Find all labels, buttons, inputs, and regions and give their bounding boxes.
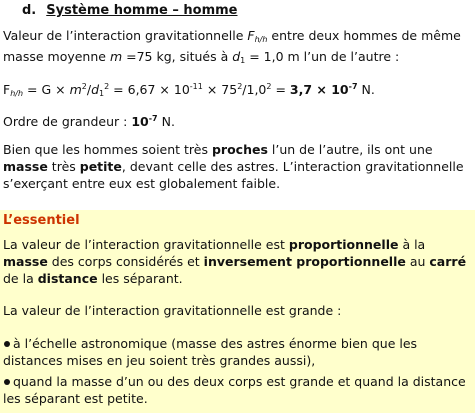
unit: N. — [357, 82, 375, 97]
bold-text: petite — [79, 159, 122, 174]
text: Valeur de l’interaction gravitationnelle — [3, 28, 248, 43]
bold-text: carré — [429, 254, 467, 269]
text: l’un de l’autre, ils ont une — [267, 142, 433, 157]
bullet-item-2 — [3, 373, 471, 407]
subscript-hh: h/h — [10, 89, 24, 98]
exponent: 2 — [237, 82, 243, 91]
bold-text: proches — [211, 142, 268, 157]
exponent: 2 — [104, 82, 110, 91]
text: /1,0 — [242, 82, 267, 97]
exponent: 2 — [81, 82, 87, 91]
text: / — [86, 82, 92, 97]
bold-text: inversement proportionnelle — [203, 254, 406, 269]
text: = G × — [23, 82, 70, 97]
essentiel-paragraph-2: La valeur de l’interaction gravitationnelle est grande : — [3, 303, 342, 318]
order-exponent: -7 — [148, 114, 158, 123]
exponent: -11 — [189, 82, 203, 91]
section-title: Système homme – homme — [46, 3, 238, 18]
essentiel-paragraph-1 — [3, 236, 471, 287]
text: La valeur de l’interaction gravitationnelle est — [3, 237, 289, 252]
order-value: 10 — [131, 114, 149, 129]
symbol-d: d — [232, 49, 241, 64]
paragraph-conclusion — [3, 141, 471, 192]
symbol-f: F — [247, 28, 255, 43]
formula-line — [3, 78, 471, 102]
text: = 6,67 × 10 — [109, 82, 190, 97]
bullet-text: quand la masse d’un ou des deux corps est grande et quand la distance les séparant est petite. — [3, 374, 466, 406]
text: × 75 — [202, 82, 238, 97]
bullet-icon — [4, 341, 10, 347]
subscript-hh: h/h — [254, 35, 268, 44]
bullet-item-1 — [3, 335, 471, 369]
order-of-magnitude — [3, 110, 471, 130]
section-heading — [22, 3, 238, 18]
paragraph-intro — [3, 27, 471, 69]
text: des corps considérés et — [47, 254, 204, 269]
bold-text: proportionnelle — [288, 237, 399, 252]
essentiel-title: L’essentiel — [3, 213, 80, 228]
bullet-text: à l’échelle astronomique (masse des astres énorme bien que les distances mises en jeu soient très grandes aussi), — [3, 336, 418, 368]
text: = — [271, 82, 290, 97]
text: = 1,0 m l’un de l’autre : — [245, 49, 400, 64]
text: Bien que les hommes soient très — [3, 142, 212, 157]
text: les séparant. — [97, 271, 183, 286]
result-exponent: -7 — [348, 82, 358, 91]
text: entre deux hommes de même masse moyenne — [3, 28, 461, 64]
bold-text: masse — [3, 254, 48, 269]
subscript-1: 1 — [240, 56, 246, 65]
text: Ordre de grandeur : — [3, 114, 132, 129]
text: très — [47, 159, 80, 174]
symbol-f: F — [3, 82, 11, 97]
symbol-m: m — [109, 49, 123, 64]
symbol-m: m — [69, 82, 82, 97]
symbol-d: d — [91, 82, 100, 97]
subscript-1: 1 — [99, 89, 105, 98]
bold-text: distance — [37, 271, 98, 286]
text: au — [405, 254, 430, 269]
text: de la — [3, 271, 38, 286]
bullet-icon — [4, 379, 10, 385]
exponent: 2 — [266, 82, 272, 91]
essentiel-box — [0, 210, 475, 413]
section-number: d. — [22, 3, 37, 18]
text: , devant celle des astres. L’interaction gravitationnelle s’exerçant entre eux est globalement faible. — [3, 159, 464, 191]
text: =75 kg, situés à — [122, 49, 233, 64]
bold-text: masse — [3, 159, 48, 174]
unit: N. — [157, 114, 175, 129]
formula-result: 3,7 × 10 — [289, 82, 349, 97]
text: à la — [398, 237, 426, 252]
